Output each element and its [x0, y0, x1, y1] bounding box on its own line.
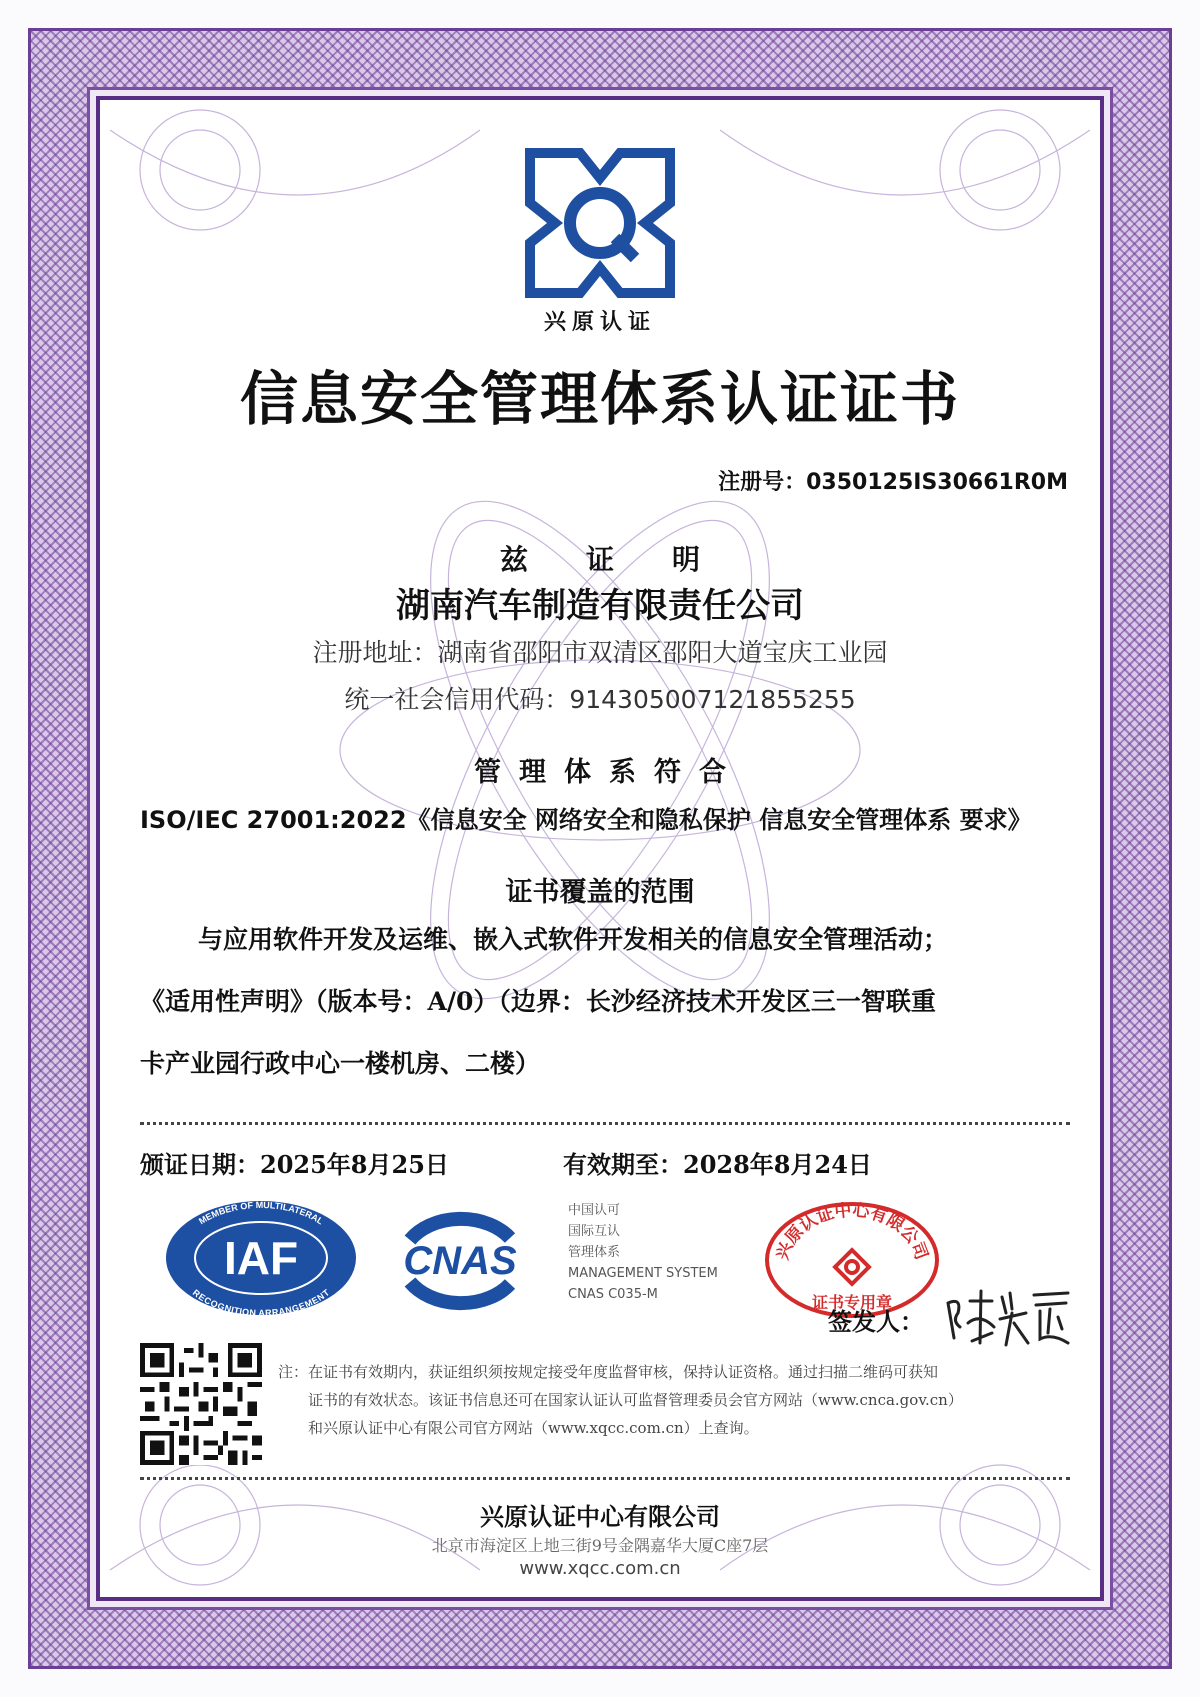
- cnas-mark: [380, 1200, 540, 1318]
- notice-line: 和兴原认证中心有限公司官方网站（www.xqcc.com.cn）上查询。: [308, 1419, 759, 1437]
- registration-number: [718, 465, 1068, 496]
- qr-code[interactable]: [140, 1343, 262, 1465]
- scope-line: 与应用软件开发及运维、嵌入式软件开发相关的信息安全管理活动；: [198, 925, 949, 954]
- accreditation-info: [568, 1200, 718, 1305]
- scope-line: 卡产业园行政中心一楼机房、二楼）: [140, 1049, 541, 1078]
- svg-text:兴原认证中心有限公司: [773, 1200, 931, 1263]
- xqcc-logo: [520, 143, 680, 303]
- credit-code: [0, 680, 1200, 716]
- accreditation-line: 管理体系: [568, 1245, 621, 1260]
- expiry-date-label: 有效期至：: [563, 1150, 683, 1179]
- seal-inner-text: 证书专用章: [811, 1293, 893, 1312]
- standard-text: ISO/IEC 27001:2022《信息安全 网络安全和隐私保护 信息安全管理体系 要求》: [140, 806, 1032, 834]
- issue-date-value: 2025年8月25日: [260, 1150, 449, 1179]
- accreditation-line: 中国认可: [568, 1203, 621, 1218]
- certificate-title: 信息安全管理体系认证证书: [239, 365, 960, 433]
- issue-date: [140, 1145, 449, 1180]
- iaf-ring-bottom: RECOGNITION ARRANGEMENT: [190, 1287, 332, 1318]
- signatory-label: 签发人：: [828, 1307, 924, 1336]
- handwritten-signature: [940, 1283, 1080, 1353]
- expiry-date: [563, 1145, 872, 1180]
- issuer-address: 北京市海淀区上地三街9号金隅嘉华大厦C座7层: [431, 1536, 769, 1555]
- issue-date-label: 颁证日期：: [140, 1150, 260, 1179]
- logo-caption: 兴原认证: [543, 309, 656, 335]
- credit-code-value: 914305007121855255: [569, 685, 856, 714]
- cnas-text: CNAS: [403, 1239, 517, 1283]
- credit-code-label: 统一社会信用代码：: [344, 685, 570, 714]
- accreditation-line: CNAS C035-M: [568, 1287, 658, 1302]
- iaf-text: IAF: [223, 1232, 299, 1284]
- dotted-divider: [140, 1477, 1070, 1480]
- notice-text: [278, 1358, 1078, 1442]
- address-value: 湖南省邵阳市双清区邵阳大道宝庆工业园: [437, 638, 888, 667]
- iaf-ring-top: MEMBER OF MULTILATERAL: [196, 1199, 326, 1227]
- conform-heading: 管理体系符合: [474, 757, 744, 788]
- dotted-divider: [140, 1122, 1070, 1125]
- hereby-heading: 兹证明: [499, 543, 758, 576]
- expiry-date-value: 2028年8月24日: [683, 1150, 872, 1179]
- accreditation-line: 国际互认: [568, 1224, 621, 1239]
- issuer-name: 兴原认证中心有限公司: [480, 1502, 720, 1531]
- issuer-website[interactable]: www.xqcc.com.cn: [519, 1558, 681, 1579]
- registration-value: 0350125IS30661R0M: [806, 470, 1068, 495]
- notice-line: 注：在证书有效期内，获证组织须按规定接受年度监督审核，保持认证资格。通过扫描二维码可获知: [278, 1363, 939, 1381]
- company-name: 湖南汽车制造有限责任公司: [396, 586, 804, 626]
- seal-ring-text: 兴原认证中心有限公司: [772, 1200, 932, 1263]
- iaf-mark: [163, 1198, 359, 1318]
- notice-line: 证书的有效状态。该证书信息还可在国家认证认可监督管理委员会官方网站（www.cnca.gov.cn）: [308, 1391, 963, 1409]
- accreditation-line: MANAGEMENT SYSTEM: [568, 1266, 718, 1281]
- registered-address: [0, 633, 1200, 669]
- registration-label: 注册号：: [718, 470, 807, 495]
- address-label: 注册地址：: [312, 638, 438, 667]
- scope-heading: 证书覆盖的范围: [505, 877, 695, 908]
- scope-line: 《适用性声明》（版本号：A/0）（边界：长沙经济技术开发区三一智联重: [140, 987, 936, 1016]
